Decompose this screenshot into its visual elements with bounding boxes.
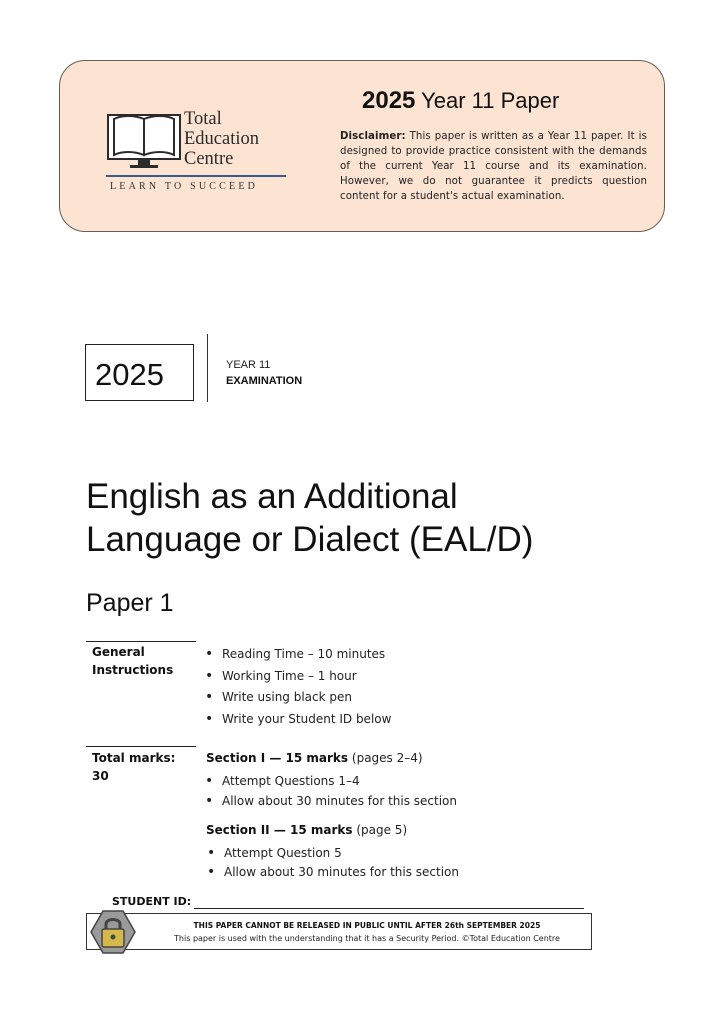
paper-title (362, 87, 559, 115)
section-1-list (205, 771, 457, 811)
paper-title-text: Year 11 Paper (421, 88, 560, 113)
exam-type: EXAMINATION (226, 375, 303, 387)
subject-title-line-1: English as an Additional (86, 477, 458, 516)
student-id-field[interactable] (194, 908, 584, 909)
exam-year-box (85, 344, 194, 401)
exam-year: 2025 (95, 357, 164, 392)
logo-rule (106, 175, 286, 177)
logo (106, 105, 292, 201)
list-item: • Attempt Question 5 (207, 844, 459, 863)
subject-title-line-2: Language or Dialect (EAL/D) (86, 520, 534, 559)
section-1-heading: Section I — 15 marks (pages 2–4) (206, 751, 423, 765)
logo-tagline: LEARN TO SUCCEED (110, 181, 259, 192)
general-instructions-rule (86, 641, 196, 642)
section-2-list (207, 844, 459, 882)
list-item: • Attempt Questions 1–4 (205, 771, 457, 791)
list-item: • Allow about 30 minutes for this section (207, 863, 459, 882)
list-item: • Reading Time – 10 minutes (205, 644, 391, 666)
student-id-label: STUDENT ID: (112, 895, 192, 908)
divider-line (207, 334, 208, 402)
disclaimer (340, 129, 647, 204)
list-item: • Write your Student ID below (205, 709, 391, 731)
total-marks-label: Total marks: 30 (92, 751, 176, 783)
subject-title (86, 475, 533, 561)
disclaimer-label: Disclaimer: (340, 131, 406, 142)
header-box (59, 60, 665, 232)
total-marks-value: 30 (92, 769, 109, 783)
logo-name: Total Education Centre (184, 109, 260, 169)
notice-security-line: This paper is used with the understanding that it has a Security Period. ©Total Education Centre (174, 934, 560, 943)
disclaimer-text: This paper is written as a Year 11 paper. It is designed to provide practice consistent with the demands of the current Year 11 course and its examination. However, we do not guarantee it predicts question content for a student's actual examination. (340, 131, 647, 202)
padlock-badge-icon (89, 909, 137, 955)
exam-level: YEAR 11 (226, 359, 271, 371)
section-2-heading: Section II — 15 marks (page 5) (206, 823, 408, 837)
general-instructions-label: General Instructions (92, 645, 174, 677)
notice-release-line: THIS PAPER CANNOT BE RELEASED IN PUBLIC UNTIL AFTER 26th SEPTEMBER 2025 (193, 921, 541, 930)
open-book-monitor-icon (106, 105, 182, 171)
paper-title-year: 2025 (362, 87, 416, 114)
security-notice (86, 913, 592, 950)
list-item: • Working Time – 1 hour (205, 666, 391, 688)
list-item: • Write using black pen (205, 687, 391, 709)
general-instructions-list (205, 644, 391, 730)
total-marks-rule (86, 746, 196, 747)
paper-number: Paper 1 (86, 589, 174, 617)
list-item: • Allow about 30 minutes for this section (205, 791, 457, 811)
